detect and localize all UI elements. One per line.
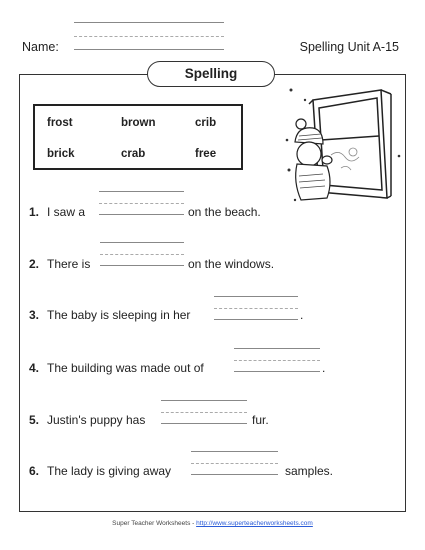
answer-line-5[interactable] [161, 400, 247, 424]
question-text-before: The lady is giving away [47, 464, 172, 478]
answer-line-3[interactable] [214, 296, 298, 320]
answer-line-2[interactable] [100, 242, 184, 266]
question-text-before: There is [47, 257, 91, 271]
word-bank-item: crab [121, 148, 146, 160]
page-title: Spelling [147, 61, 275, 87]
question-text-after: . [322, 361, 326, 375]
question-text-before: The baby is sleeping in her [47, 308, 191, 322]
unit-label: Spelling Unit A-15 [299, 40, 399, 54]
question-text-after: on the windows. [188, 257, 275, 271]
footer-link[interactable]: http://www.superteacherworksheets.com [196, 520, 313, 527]
name-label: Name: [22, 40, 59, 54]
word-bank-item: brick [47, 148, 75, 160]
question-number: 5. [29, 413, 40, 427]
question-number: 4. [29, 361, 40, 375]
word-bank [33, 104, 243, 170]
word-bank-item: brown [121, 117, 156, 129]
question-text-after: samples. [285, 464, 334, 478]
question-text-before: Justin's puppy has [47, 413, 146, 427]
question-text-after: on the beach. [188, 205, 261, 219]
answer-line-4[interactable] [234, 348, 320, 372]
question-number: 6. [29, 464, 40, 478]
word-bank-item: frost [47, 117, 73, 129]
answer-line-1[interactable] [99, 191, 184, 215]
name-writing-line[interactable] [74, 22, 224, 50]
word-bank-item: free [195, 148, 217, 160]
question-number: 1. [29, 205, 40, 219]
footer-text: Super Teacher Worksheets - [112, 520, 195, 527]
child-window-illustration [283, 80, 409, 208]
footer [0, 520, 425, 527]
question-text-after: fur. [252, 413, 269, 427]
question-number: 2. [29, 257, 40, 271]
question-text-before: The building was made out of [47, 361, 204, 375]
question-number: 3. [29, 308, 40, 322]
word-bank-item: crib [195, 117, 217, 129]
question-text-before: I saw a [47, 205, 86, 219]
answer-line-6[interactable] [191, 451, 278, 475]
question-text-after: . [300, 308, 304, 322]
